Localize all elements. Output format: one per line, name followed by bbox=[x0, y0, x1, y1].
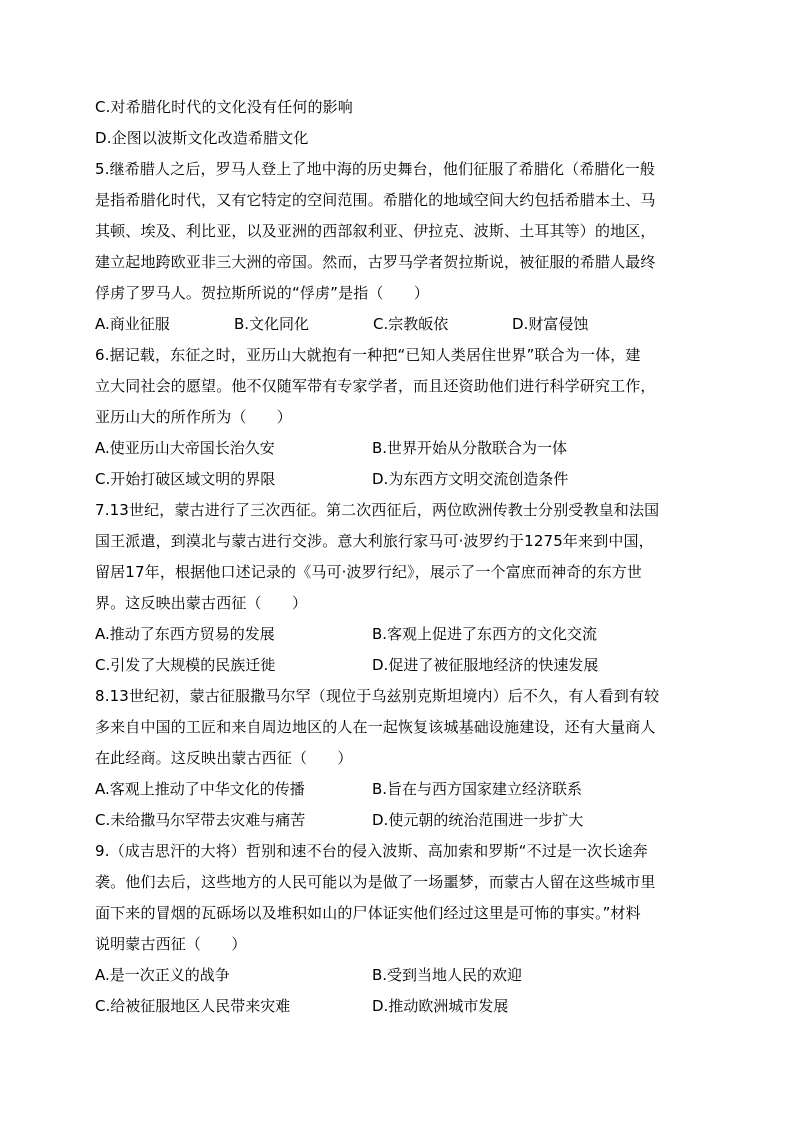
options-row bbox=[95, 619, 700, 650]
option-d: D.使元朝的统治范围进一步扩大 bbox=[372, 811, 584, 829]
option-c: C.引发了大规模的民族迁徙 bbox=[95, 656, 276, 674]
option-a: A.推动了东西方贸易的发展 bbox=[95, 625, 275, 643]
options-row bbox=[95, 805, 700, 836]
question-text-line: 国王派遣，到漠北与蒙古进行交涉。意大利旅行家马可·波罗约于1275年来到中国， bbox=[95, 532, 654, 550]
options-row bbox=[95, 309, 700, 340]
question-text-line: 其顿、埃及、利比亚，以及亚洲的西部叙利亚、伊拉克、波斯、土耳其等）的地区， bbox=[95, 222, 656, 240]
question-text-line: 6.据记载，东征之时，亚历山大就抱有一种把“已知人类居住世界”联合为一体，建 bbox=[95, 346, 641, 364]
question-text-line: 多来自中国的工匠和来自周边地区的人在一起恢复该城基础设施建设，还有大量商人 bbox=[95, 718, 656, 736]
options-row bbox=[95, 960, 700, 991]
option-c: C.给被征服地区人民带来灾难 bbox=[95, 997, 291, 1015]
question-text-line: 亚历山大的所作所为（ ） bbox=[95, 408, 292, 426]
option-b: B.受到当地人民的欢迎 bbox=[372, 966, 523, 984]
option-c: C.开始打破区域文明的界限 bbox=[95, 470, 276, 488]
options-row bbox=[95, 464, 700, 495]
question-9 bbox=[95, 836, 700, 1022]
option-c: C.对希腊化时代的文化没有任何的影响 bbox=[95, 98, 353, 116]
option-b: B.旨在与西方国家建立经济联系 bbox=[372, 780, 583, 798]
question-4-tail bbox=[95, 92, 700, 154]
question-text-line: 俘虏了罗马人。贺拉斯所说的“俘虏”是指（ ） bbox=[95, 284, 429, 302]
option-c: C.宗教皈依 bbox=[373, 315, 449, 333]
option-c: C.未给撒马尔罕带去灾难与痛苦 bbox=[95, 811, 306, 829]
options-row bbox=[95, 650, 700, 681]
options-row bbox=[95, 433, 700, 464]
question-8 bbox=[95, 681, 700, 836]
option-a: A.是一次正义的战争 bbox=[95, 966, 230, 984]
question-7 bbox=[95, 495, 700, 681]
question-text-line: 界。这反映出蒙古西征（ ） bbox=[95, 594, 308, 612]
option-b: B.客观上促进了东西方的文化交流 bbox=[372, 625, 598, 643]
option-d: D.财富侵蚀 bbox=[512, 315, 589, 333]
question-text-line: 5.继希腊人之后，罗马人登上了地中海的历史舞台，他们征服了希腊化（希腊化一般 bbox=[95, 160, 656, 178]
option-d: D.推动欧洲城市发展 bbox=[372, 997, 509, 1015]
question-text-line: 面下来的冒烟的瓦砾场以及堆积如山的尸体证实他们经过这里是可怖的事实。”材料 bbox=[95, 904, 641, 922]
question-text-line: 立大同社会的愿望。他不仅随军带有专家学者，而且还资助他们进行科学研究工作， bbox=[95, 377, 656, 395]
option-d: D.为东西方文明交流创造条件 bbox=[372, 470, 569, 488]
option-d: D.促进了被征服地经济的快速发展 bbox=[372, 656, 599, 674]
option-a: A.商业征服 bbox=[95, 315, 170, 333]
option-b: B.世界开始从分散联合为一体 bbox=[372, 439, 568, 457]
question-text-line: 8.13世纪初，蒙古征服撒马尔罕（现位于乌兹别克斯坦境内）后不久，有人看到有较 bbox=[95, 687, 660, 705]
question-text-line: 说明蒙古西征（ ） bbox=[95, 935, 247, 953]
question-6 bbox=[95, 340, 700, 495]
options-row bbox=[95, 991, 700, 1022]
question-text-line: 9.（成吉思汗的大将）哲别和速不台的侵入波斯、高加索和罗斯“不过是一次长途奔 bbox=[95, 842, 648, 860]
question-text-line: 袭。他们去后，这些地方的人民可能以为是做了一场噩梦，而蒙古人留在这些城市里 bbox=[95, 873, 656, 891]
question-text-line: 7.13世纪，蒙古进行了三次西征。第二次西征后，两位欧洲传教士分别受教皇和法国 bbox=[95, 501, 660, 519]
question-text-line: 建立起地跨欧亚非三大洲的帝国。然而，古罗马学者贺拉斯说，被征服的希腊人最终 bbox=[95, 253, 656, 271]
question-5 bbox=[95, 154, 700, 340]
option-a: A.客观上推动了中华文化的传播 bbox=[95, 780, 305, 798]
option-a: A.使亚历山大帝国长治久安 bbox=[95, 439, 275, 457]
page-content bbox=[95, 92, 700, 1022]
option-b: B.文化同化 bbox=[234, 315, 310, 333]
option-d: D.企图以波斯文化改造希腊文化 bbox=[95, 129, 309, 147]
options-row bbox=[95, 774, 700, 805]
question-text-line: 留居17年，根据他口述记录的《马可·波罗行纪》，展示了一个富庶而神奇的东方世 bbox=[95, 563, 643, 581]
question-text-line: 是指希腊化时代，又有它特定的空间范围。希腊化的地域空间大约包括希腊本土、马 bbox=[95, 191, 656, 209]
question-text-line: 在此经商。这反映出蒙古西征（ ） bbox=[95, 749, 353, 767]
